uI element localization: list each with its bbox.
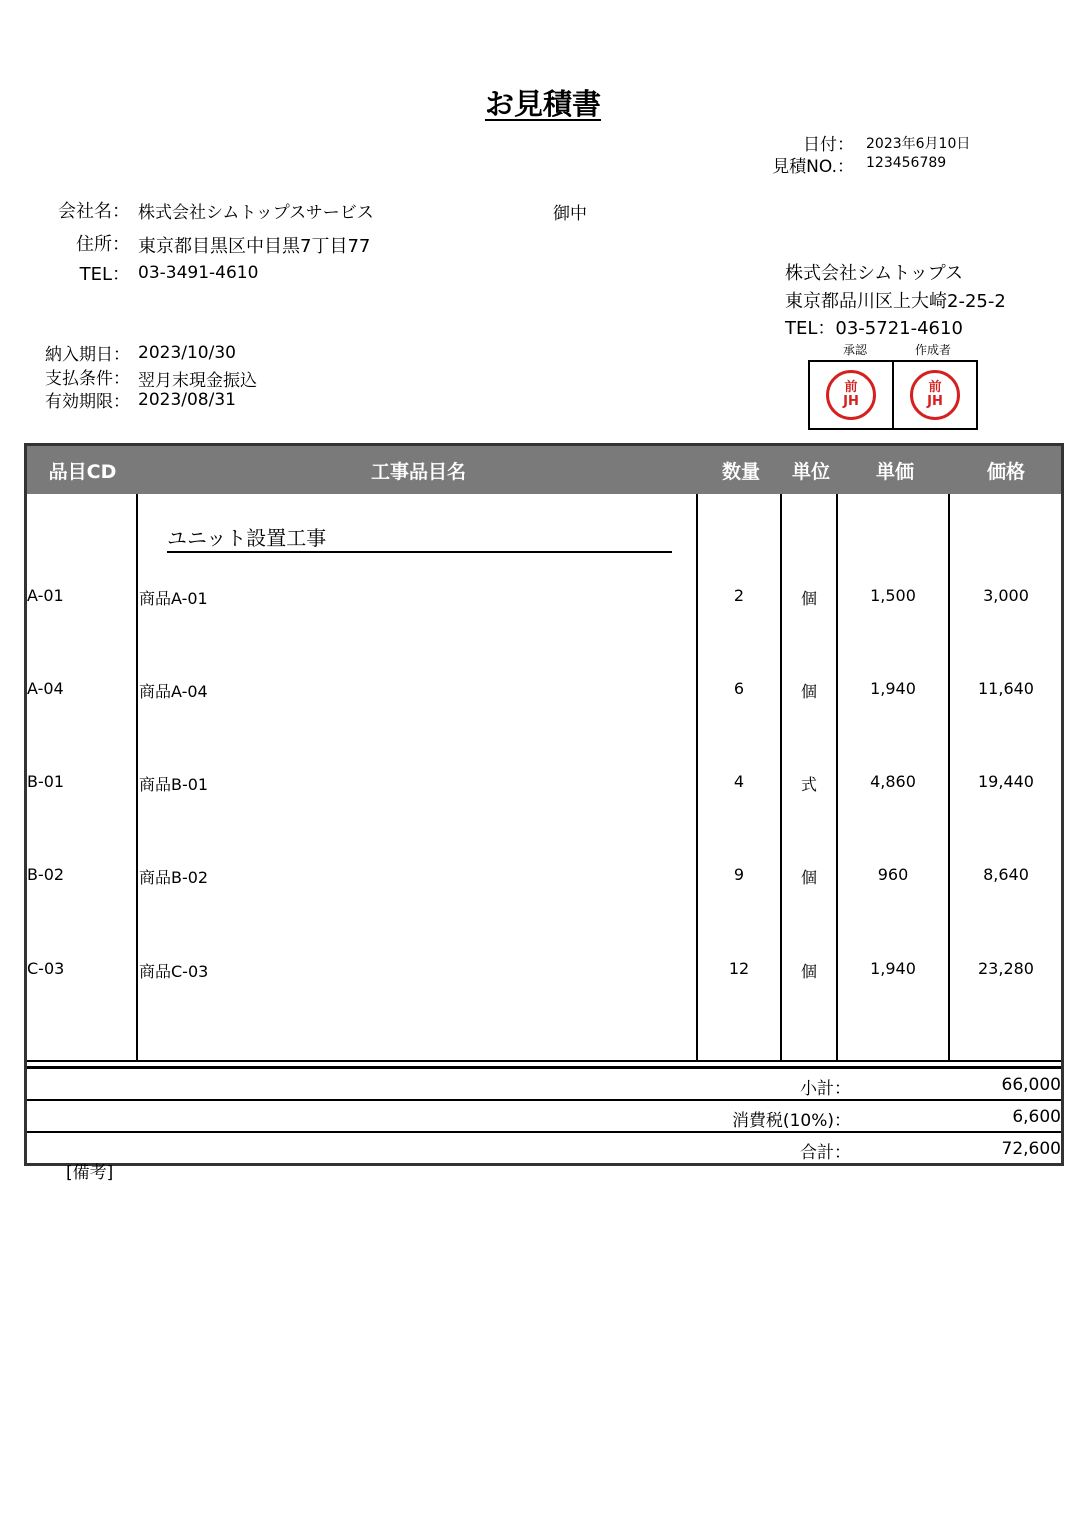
author-stamp (910, 370, 960, 420)
table-row (27, 959, 1061, 981)
row-name: 商品A-04 (139, 682, 208, 701)
approval-stamp-cell (810, 362, 892, 428)
total-row (27, 1131, 1061, 1163)
row-amount: 3,000 (983, 586, 1029, 605)
row-qty: 6 (733, 679, 745, 698)
row-amount: 23,280 (978, 959, 1034, 978)
delivery-label: 納入期日： (45, 345, 130, 365)
table-row (27, 865, 1061, 887)
row-price: 1,500 (870, 586, 916, 605)
row-name: 商品A-01 (139, 589, 208, 608)
tax-label: 消費税(10%)： (731, 1111, 851, 1131)
row-price: 1,940 (870, 959, 916, 978)
row-code: B-01 (27, 772, 65, 791)
row-unit: 個 (800, 589, 817, 608)
row-price: 4,860 (870, 772, 916, 791)
row-amount: 8,640 (983, 865, 1029, 884)
row-price: 960 (877, 865, 909, 884)
subtotal-value: 66,000 (1001, 1075, 1061, 1095)
row-name: 商品B-02 (139, 868, 209, 887)
stamp-top-text: 前 (844, 380, 858, 395)
row-unit: 個 (800, 682, 817, 701)
items-table (24, 443, 1064, 1166)
row-code: C-03 (27, 959, 65, 978)
approval-label: 承認 (843, 343, 868, 357)
subtotal-label: 小計： (800, 1079, 851, 1099)
approval-stamp (826, 370, 876, 420)
row-qty: 2 (733, 586, 745, 605)
tax-value: 6,600 (1012, 1107, 1061, 1127)
table-row (27, 772, 1061, 794)
honorific: 御中 (553, 204, 587, 224)
row-code: B-02 (27, 865, 65, 884)
payment-value: 翌月末現金振込 (138, 371, 257, 391)
document-title: お見積書 (484, 87, 601, 121)
body-footer-divider (27, 1060, 1061, 1067)
header-code: 品目CD (48, 460, 117, 483)
date-value: 2023年6月10日 (866, 136, 971, 152)
payment-label: 支払条件： (45, 369, 130, 389)
date-label: 日付： (803, 135, 854, 155)
total-value: 72,600 (1001, 1139, 1061, 1159)
row-amount: 11,640 (978, 679, 1034, 698)
header-price: 単価 (875, 460, 914, 483)
row-code: A-01 (27, 586, 64, 605)
header-qty: 数量 (721, 460, 760, 483)
tel-label: TEL： (79, 264, 130, 285)
delivery-value: 2023/10/30 (138, 343, 236, 363)
author-label: 作成者 (915, 343, 952, 357)
row-name: 商品C-03 (139, 962, 209, 981)
header-amount: 価格 (986, 460, 1025, 483)
stamp-bottom-text: JH (927, 394, 943, 409)
table-row (27, 586, 1061, 608)
address-value: 東京都目黒区中目黒7丁目77 (138, 236, 371, 257)
company-label: 会社名： (58, 201, 130, 222)
row-unit: 個 (800, 868, 817, 887)
row-unit: 個 (800, 962, 817, 981)
total-label: 合計： (800, 1143, 851, 1163)
tel-value: 03-3491-4610 (138, 263, 259, 283)
stamp-bottom-text: JH (843, 394, 859, 409)
row-price: 1,940 (870, 679, 916, 698)
address-label: 住所： (76, 234, 130, 255)
company-value: 株式会社シムトップスサービス (138, 203, 374, 223)
issuer-tel: TEL：03-5721-4610 (785, 318, 963, 339)
header-unit: 単位 (791, 460, 830, 483)
row-qty: 4 (733, 772, 745, 791)
row-qty: 9 (733, 865, 745, 884)
header-name: 工事品目名 (370, 460, 466, 483)
table-header (27, 446, 1061, 494)
author-stamp-cell (892, 362, 976, 428)
row-name: 商品B-01 (139, 775, 209, 794)
table-row (27, 679, 1061, 701)
table-body (27, 494, 1061, 1060)
section-title: ユニット設置工事 (167, 526, 327, 550)
expiry-value: 2023/08/31 (138, 390, 236, 410)
estimate-no-label: 見積NO.： (772, 157, 854, 177)
row-qty: 12 (728, 959, 750, 978)
stamp-box (808, 360, 978, 430)
row-amount: 19,440 (978, 772, 1034, 791)
issuer-address: 東京都品川区上大崎2-25-2 (785, 291, 1006, 312)
remarks-label: [備考] (66, 1163, 114, 1183)
row-code: A-04 (27, 679, 64, 698)
section-underline (167, 551, 672, 553)
tax-row (27, 1099, 1061, 1131)
row-unit: 式 (800, 775, 817, 794)
stamp-top-text: 前 (928, 380, 942, 395)
subtotal-row (27, 1067, 1061, 1099)
estimate-no-value: 123456789 (866, 155, 947, 171)
expiry-label: 有効期限： (45, 392, 130, 412)
issuer-name: 株式会社シムトップス (785, 263, 964, 284)
